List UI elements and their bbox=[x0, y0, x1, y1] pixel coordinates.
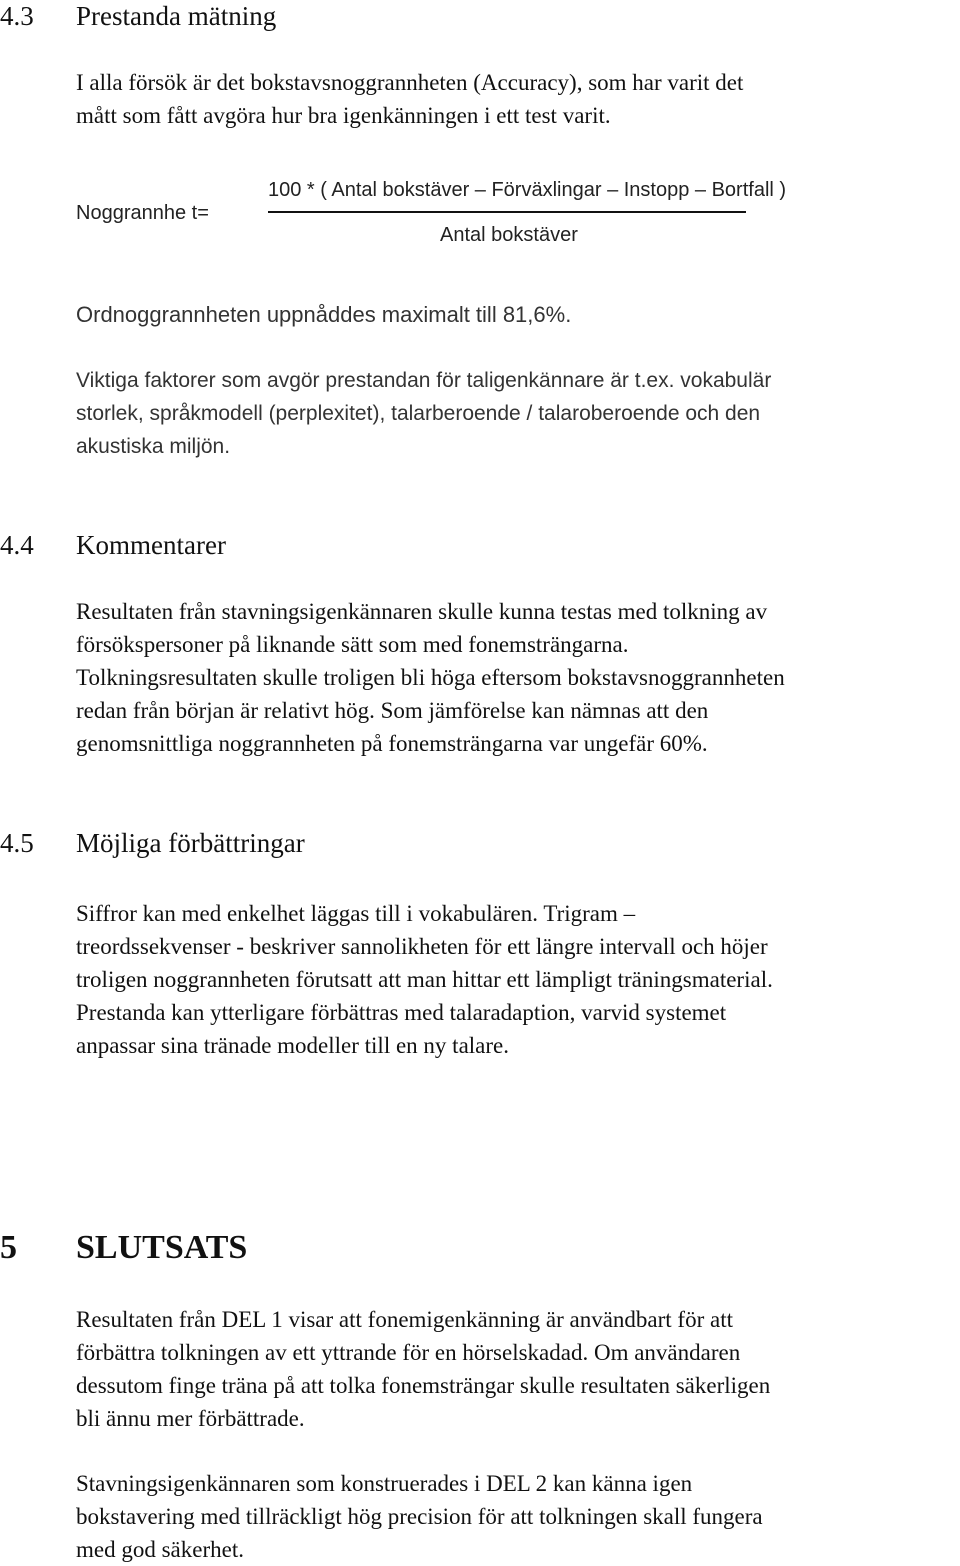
text-line: storlek, språkmodell (perplexitet), talarberoende / talaroberoende och den bbox=[76, 402, 761, 425]
text-line: treordssekvenser - beskriver sannolikheten för ett längre intervall och höjer bbox=[76, 934, 768, 959]
text-line: mått som fått avgöra hur bra igenkänningen i ett test varit. bbox=[76, 103, 611, 128]
chapter-number-5: 5 bbox=[0, 1229, 17, 1266]
text-line: genomsnittliga noggrannheten på fonemsträngarna var ungefär 60%. bbox=[76, 731, 708, 756]
formula-label: Noggrannhe t= bbox=[76, 202, 209, 224]
text-line: bokstavering med tillräckligt hög precision för att tolkningen skall fungera bbox=[76, 1504, 763, 1529]
section-number-4-5: 4.5 bbox=[0, 828, 34, 858]
section-title-4-3: Prestanda mätning bbox=[76, 1, 277, 31]
text-line: med god säkerhet. bbox=[76, 1537, 244, 1562]
section-title-4-4: Kommentarer bbox=[76, 530, 226, 560]
fraction-bar bbox=[268, 211, 746, 213]
formula-denominator: Antal bokstäver bbox=[440, 224, 578, 246]
section-number-4-3: 4.3 bbox=[0, 1, 34, 31]
formula-numerator: 100 * ( Antal bokstäver – Förväxlingar – Instopp – Bortfall ) bbox=[268, 179, 787, 201]
text-line: Resultaten från DEL 1 visar att fonemigenkänning är användbart för att bbox=[76, 1307, 733, 1332]
text-line: troligen noggrannheten förutsatt att man hittar ett lämpligt träningsmaterial. bbox=[76, 967, 773, 992]
comments-paragraph bbox=[76, 595, 785, 760]
text-line: försökspersoner på liknande sätt som med fonemsträngarna. bbox=[76, 632, 629, 657]
section-title-4-5: Möjliga förbättringar bbox=[76, 828, 305, 858]
improvements-paragraph bbox=[76, 897, 773, 1062]
factors-paragraph bbox=[76, 364, 771, 463]
text-line: redan från början är relativt hög. Som jämförelse kan nämnas att den bbox=[76, 698, 709, 723]
text-line: I alla försök är det bokstavsnoggrannheten (Accuracy), som har varit det bbox=[76, 70, 744, 95]
section-number-4-4: 4.4 bbox=[0, 530, 34, 560]
chapter-title: SLUTSATS bbox=[76, 1229, 248, 1266]
conclusion-paragraph-1 bbox=[76, 1303, 770, 1435]
text-line: Stavningsigenkännaren som konstruerades i DEL 2 kan känna igen bbox=[76, 1471, 693, 1496]
text-line: Viktiga faktorer som avgör prestandan för taligenkännare är t.ex. vokabulär bbox=[76, 369, 772, 392]
text-line: Prestanda kan ytterligare förbättras med talaradaption, varvid systemet bbox=[76, 1000, 727, 1025]
intro-paragraph bbox=[76, 66, 743, 132]
text-line: förbättra tolkningen av ett yttrande för en hörselskadad. Om användaren bbox=[76, 1340, 741, 1365]
text-line: Siffror kan med enkelhet läggas till i vokabulären. Trigram – bbox=[76, 901, 636, 926]
text-line: dessutom finge träna på att tolka fonemsträngar skulle resultaten säkerligen bbox=[76, 1373, 771, 1398]
result-line: Ordnoggrannheten uppnåddes maximalt till 81,6%. bbox=[76, 302, 572, 327]
text-line: Resultaten från stavningsigenkännaren skulle kunna testas med tolkning av bbox=[76, 599, 768, 624]
text-line: Tolkningsresultaten skulle troligen bli höga eftersom bokstavsnoggrannheten bbox=[76, 665, 785, 690]
text-line: akustiska miljön. bbox=[76, 435, 231, 458]
text-line: bli ännu mer förbättrade. bbox=[76, 1406, 305, 1431]
conclusion-paragraph-2 bbox=[76, 1467, 763, 1566]
text-line: anpassar sina tränade modeller till en ny talare. bbox=[76, 1033, 509, 1058]
